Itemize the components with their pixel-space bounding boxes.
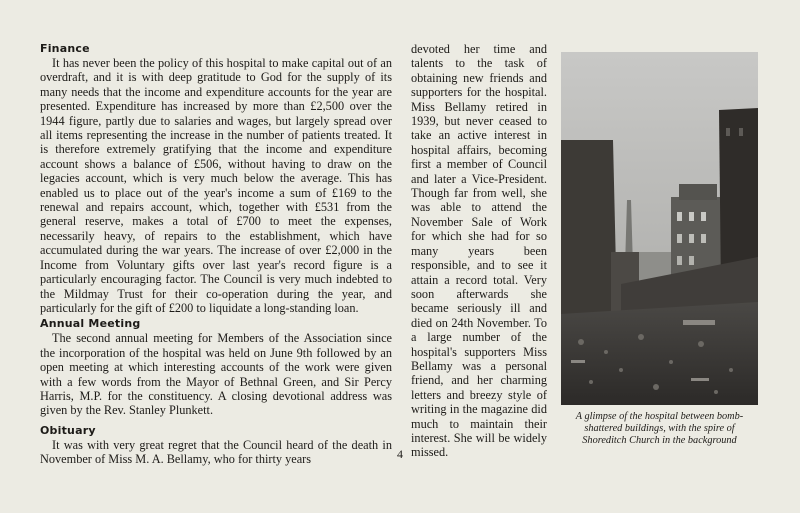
finance-heading: Finance (40, 42, 90, 55)
obituary-continued-paragraph: devoted her time and talents to the task of obtaining new friends and supporters for the hospital. Miss Bellamy retired in 1939, but never ceased to take an active interest in hospital affairs, becoming first a member of Council and later a Vice-President. Though far from well, she was able to attend the November Sale of Work for which she had for so many years been responsible, and to see it attain a record total. Very soon afterwards she became seriously ill and died on 24th November. To a large number of the hospital's supporters Miss Bellamy was a personal friend, and her charming letters and breezy style of writing in the magazine did much to maintain their interest. She will be widely missed. (411, 42, 547, 460)
finance-paragraph: It has never been the policy of this hospital to make capital out of an overdraft, and it is with deep gratitude to God for the supply of its many needs that the income and expenditure accounts for the year are presented. Expenditure has increased by more than £2,500 over the 1944 figure, partly due to salaries and wages, but largely spread over all items representing the increase in the number of patients treated. It is therefore extremely gratifying that the income and expenditure account shows a balance of £506, without having to draw on the legacies account, which is very much below the average. This has enabled us to place out of the year's income a sum of £169 to the renewal and repairs account, which, together with £531 from the general reserve, makes a total of £700 to meet the expenses, necessarily heavy, of repairs to the establishment, which have accumulated during the war years. The increase of over £2,000 in the Income from Voluntary gifts over last year's record figure is a particularly encouraging factor. The Council is very much indebted to the Mildmay Trust for their co-operation during the year, and particularly for the gift of £200 to liquidate a long-standing loan. (40, 56, 392, 315)
left-column (40, 42, 392, 467)
annual-meeting-paragraph: The second annual meeting for Members of the Association since the incorporation of the hospital was held on June 9th followed by an open meeting at which interesting accounts of the work were given with a few words from the Mayor of Bethnal Green, and Sir Percy Harris, M.P. for the constituency. A closing devotional address was given by the Rev. Stanley Plunkett. (40, 331, 392, 418)
page-number: 4 (397, 447, 403, 461)
annual-meeting-heading: Annual Meeting (40, 317, 141, 331)
middle-column (411, 42, 547, 460)
photo-caption: A glimpse of the hospital between bomb-shattered buildings, with the spire of Shoreditch Church in the background (575, 411, 744, 446)
photo-illustration (561, 52, 758, 405)
bomb-damage-photo (561, 52, 758, 405)
obituary-paragraph: It was with very great regret that the Council heard of the death in November of Miss M. A. Bellamy, who for thirty years (40, 437, 392, 467)
obituary-heading: Obituary (40, 423, 96, 437)
